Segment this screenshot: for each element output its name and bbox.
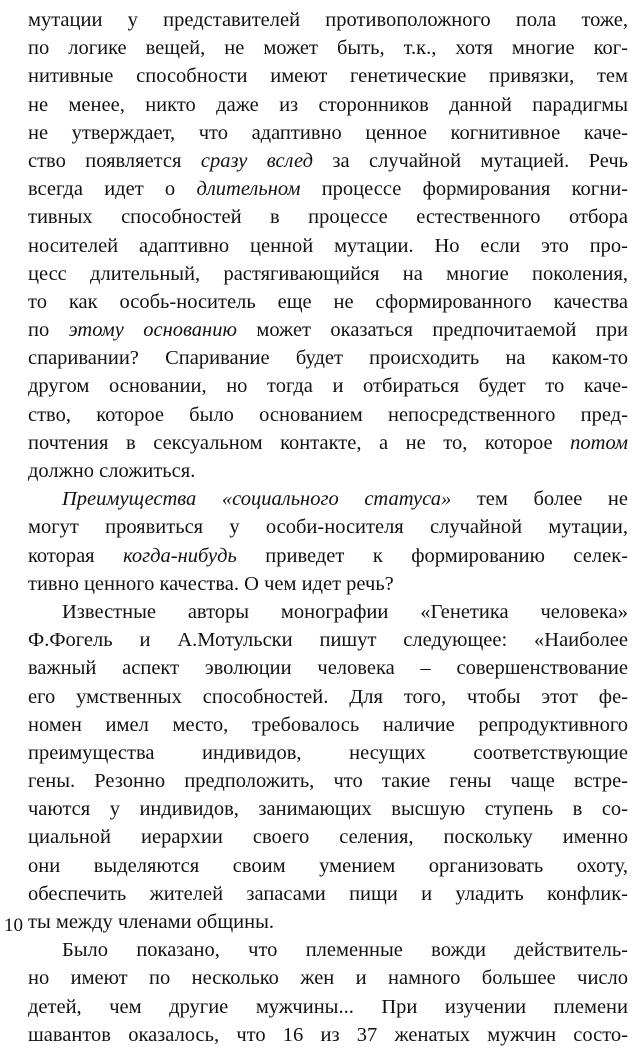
text-line [28, 260, 628, 288]
text-run: процессе формирования когни- [300, 178, 628, 201]
text-run: гены. Резонно предположить, что такие гены чаще встре- [28, 770, 628, 793]
text-line [28, 542, 628, 570]
italic-text: сразу вслед [200, 149, 313, 172]
text-line [28, 91, 628, 119]
text-line [28, 908, 628, 936]
italic-text: потом [570, 431, 628, 454]
text-line [28, 175, 628, 203]
text-line [28, 372, 628, 400]
text-run: по логике вещей, не может быть, т.к., хотя многие ког- [28, 37, 628, 60]
page-number: 10 [4, 915, 23, 936]
text-run: всегда идет о [28, 178, 197, 201]
text-run: ство, которое было основанием непосредственного пред- [28, 403, 628, 426]
text-run: мутации у представителей противоположного пола тоже, [28, 9, 628, 31]
text-run: обеспечить жителей запасами пищи и уладить конфлик- [28, 882, 628, 905]
text-line [28, 683, 628, 711]
text-run: приведет к формированию селек- [236, 544, 628, 567]
text-line [28, 344, 628, 372]
text-line [28, 316, 628, 344]
text-run: но имеют по несколько жен и намного большее число [28, 967, 628, 990]
text-run: могут проявиться у особи-носителя случайной мутации, [28, 516, 628, 539]
text-run: преимущества индивидов, несущих соответствующие [28, 741, 628, 764]
text-run: может оказаться предпочитаемой при [236, 319, 628, 342]
text-line [28, 570, 628, 598]
text-line [28, 739, 628, 767]
text-line [28, 1021, 628, 1049]
text-line [28, 880, 628, 908]
text-run: тивных способностей в процессе естественного отбора [28, 206, 628, 229]
text-run: Было показано, что племенные вожди действитель- [62, 939, 628, 962]
text-line [28, 964, 628, 992]
text-line [28, 147, 628, 175]
text-line [28, 626, 628, 654]
text-run: Известные авторы монографии «Генетика человека» [62, 600, 628, 623]
text-line [28, 401, 628, 429]
text-run: номен имел место, требовалось наличие репродуктивного [28, 713, 628, 736]
text-run: тивно ценного качества. О чем идет речь? [28, 572, 394, 595]
text-line [28, 711, 628, 739]
text-run: почтения в сексуальном контакте, а не то, которое [28, 431, 571, 454]
text-run: которая [28, 544, 124, 567]
text-line [28, 62, 628, 90]
text-run: спаривании? Спаривание будет происходить на каком-то [28, 347, 628, 370]
text-line [28, 119, 628, 147]
text-run: по [28, 319, 69, 342]
text-run: ты между членами общины. [28, 911, 274, 933]
text-run: детей, чем другие мужчины... При изучении племени [28, 995, 628, 1018]
text-line [28, 852, 628, 880]
text-run: чаются у индивидов, занимающих высшую ступень в со- [28, 798, 628, 821]
text-line [28, 513, 628, 541]
text-run: циальной иерархии своего селения, поскольку именно [28, 826, 628, 849]
italic-text: этому основанию [68, 319, 237, 342]
text-run: нитивные способности имеют генетические привязки, тем [28, 65, 628, 88]
text-run: другом основании, но тогда и отбираться будет то каче- [28, 375, 628, 398]
text-line [28, 936, 628, 964]
text-run: шавантов оказалось, что 16 из 37 женатых мужчин состо- [28, 1023, 628, 1046]
text-line [28, 288, 628, 316]
page-text [28, 6, 628, 1049]
text-line [28, 823, 628, 851]
text-run: не утверждает, что адаптивно ценное когнитивное каче- [28, 121, 628, 144]
text-run: носителей адаптивно ценной мутации. Но если это про- [28, 234, 628, 257]
text-line [28, 457, 628, 485]
italic-text: длительном [196, 178, 301, 201]
text-line [28, 429, 628, 457]
text-line [28, 6, 628, 34]
text-line [28, 598, 628, 626]
text-run: важный аспект эволюции человека – совершенствование [28, 657, 628, 680]
italic-text: когда-нибудь [123, 544, 237, 567]
text-line [28, 485, 628, 513]
text-run: Ф.Фогель и А.Мотульски пишут следующее: «Наиболее [28, 629, 628, 652]
text-run: они выделяются своим умением организовать охоту, [28, 854, 628, 877]
text-run: не менее, никто даже из сторонников данной парадигмы [28, 93, 628, 116]
text-run: то как особь-носитель еще не сформированного качества [28, 290, 628, 313]
text-line [28, 795, 628, 823]
text-line [28, 993, 628, 1021]
text-run: ство появляется [28, 149, 201, 172]
text-run: за случайной мутацией. Речь [312, 149, 628, 172]
italic-text: Преимущества «социального статуса» [62, 488, 452, 511]
text-line [28, 203, 628, 231]
text-run: тем более не [451, 488, 628, 511]
text-line [28, 767, 628, 795]
text-line [28, 34, 628, 62]
text-run: цесс длительный, растягивающийся на многие поколения, [28, 262, 628, 285]
text-line [28, 232, 628, 260]
text-run: должно сложиться. [28, 460, 196, 482]
text-run: его умственных способностей. Для того, чтобы этот фе- [28, 685, 628, 708]
text-line [28, 654, 628, 682]
